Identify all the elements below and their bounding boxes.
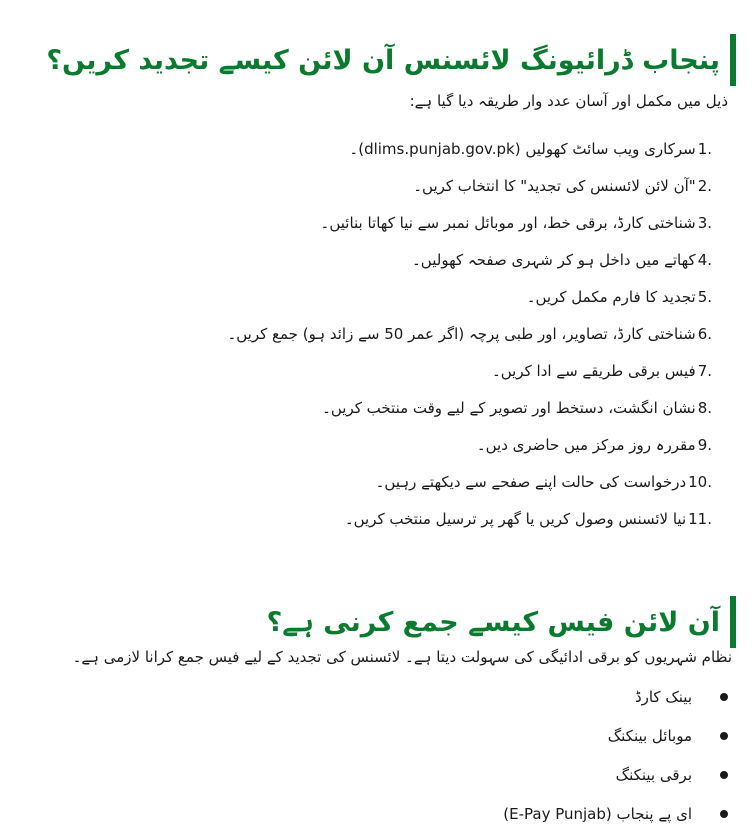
step-text: درخواست کی حالت اپنے صفحے سے دیکھتے رہیں۔ xyxy=(375,473,687,491)
list-item xyxy=(503,805,728,823)
step-item xyxy=(322,399,712,417)
list-item xyxy=(635,688,728,706)
step-item xyxy=(477,436,712,454)
step-text: نشان انگشت، دستخط اور تصویر کے لیے وقت منتخب کریں۔ xyxy=(322,399,696,417)
step-text: فیس برقی طریقے سے ادا کریں۔ xyxy=(491,362,696,380)
section-heading: آن لائن فیس کیسے جمع کرنی ہے؟ xyxy=(267,596,736,648)
step-item xyxy=(527,288,712,306)
step-number: 3. xyxy=(697,214,712,232)
list-item xyxy=(616,766,728,784)
step-text: سرکاری ویب سائٹ کھولیں (dlims.punjab.gov.pk)۔ xyxy=(349,140,696,158)
bullet-icon xyxy=(720,771,728,779)
step-text: کھاتے میں داخل ہو کر شہری صفحہ کھولیں۔ xyxy=(412,251,696,269)
step-text: "آن لائن لائسنس کی تجدید" کا انتخاب کریں۔ xyxy=(413,177,696,195)
bullet-icon xyxy=(720,810,728,818)
list-item-text: موبائل بینکنگ xyxy=(607,727,692,745)
step-item xyxy=(349,140,712,158)
step-number: 10. xyxy=(688,473,712,491)
list-item-text: ای پے پنجاب (E-Pay Punjab) xyxy=(503,805,692,823)
step-number: 8. xyxy=(697,399,712,417)
step-number: 1. xyxy=(697,140,712,158)
list-item-text: بینک کارڈ xyxy=(634,688,692,706)
step-text: نیا لائسنس وصول کریں یا گھر پر ترسیل منتخب کریں۔ xyxy=(344,510,687,528)
step-number: 4. xyxy=(697,251,712,269)
step-text: مقررہ روز مرکز میں حاضری دیں۔ xyxy=(476,436,696,454)
step-item xyxy=(321,214,712,232)
step-number: 5. xyxy=(697,288,712,306)
step-number: 2. xyxy=(697,177,712,195)
step-number: 11. xyxy=(688,510,712,528)
step-number: 6. xyxy=(697,325,712,343)
page-title: پنجاب ڈرائیونگ لائسنس آن لائن کیسے تجدید کریں؟ xyxy=(46,34,736,86)
step-item xyxy=(412,251,712,269)
bullet-icon xyxy=(720,732,728,740)
list-item-text: برقی بینکنگ xyxy=(615,766,692,784)
list-item xyxy=(608,727,728,745)
fee-paragraph: نظام شہریوں کو برقی ادائیگی کی سہولت دیتا ہے۔ لائسنس کی تجدید کے لیے فیس جمع کرانا لازمی ہے۔ xyxy=(72,648,732,666)
step-item xyxy=(376,473,712,491)
step-text: تجدید کا فارم مکمل کریں۔ xyxy=(526,288,696,306)
intro-text: ذیل میں مکمل اور آسان عدد وار طریقہ دیا گیا ہے: xyxy=(409,92,728,110)
step-number: 7. xyxy=(697,362,712,380)
step-text: شناختی کارڈ، برقی خط، اور موبائل نمبر سے نیا کھاتا بنائیں۔ xyxy=(320,214,696,232)
bullet-icon xyxy=(720,693,728,701)
step-item xyxy=(492,362,712,380)
step-item xyxy=(345,510,712,528)
step-text: شناختی کارڈ، تصاویر، اور طبی پرچہ (اگر عمر 50 سے زائد ہو) جمع کریں۔ xyxy=(227,325,696,343)
step-item xyxy=(413,177,712,195)
step-number: 9. xyxy=(697,436,712,454)
step-item xyxy=(227,325,712,343)
